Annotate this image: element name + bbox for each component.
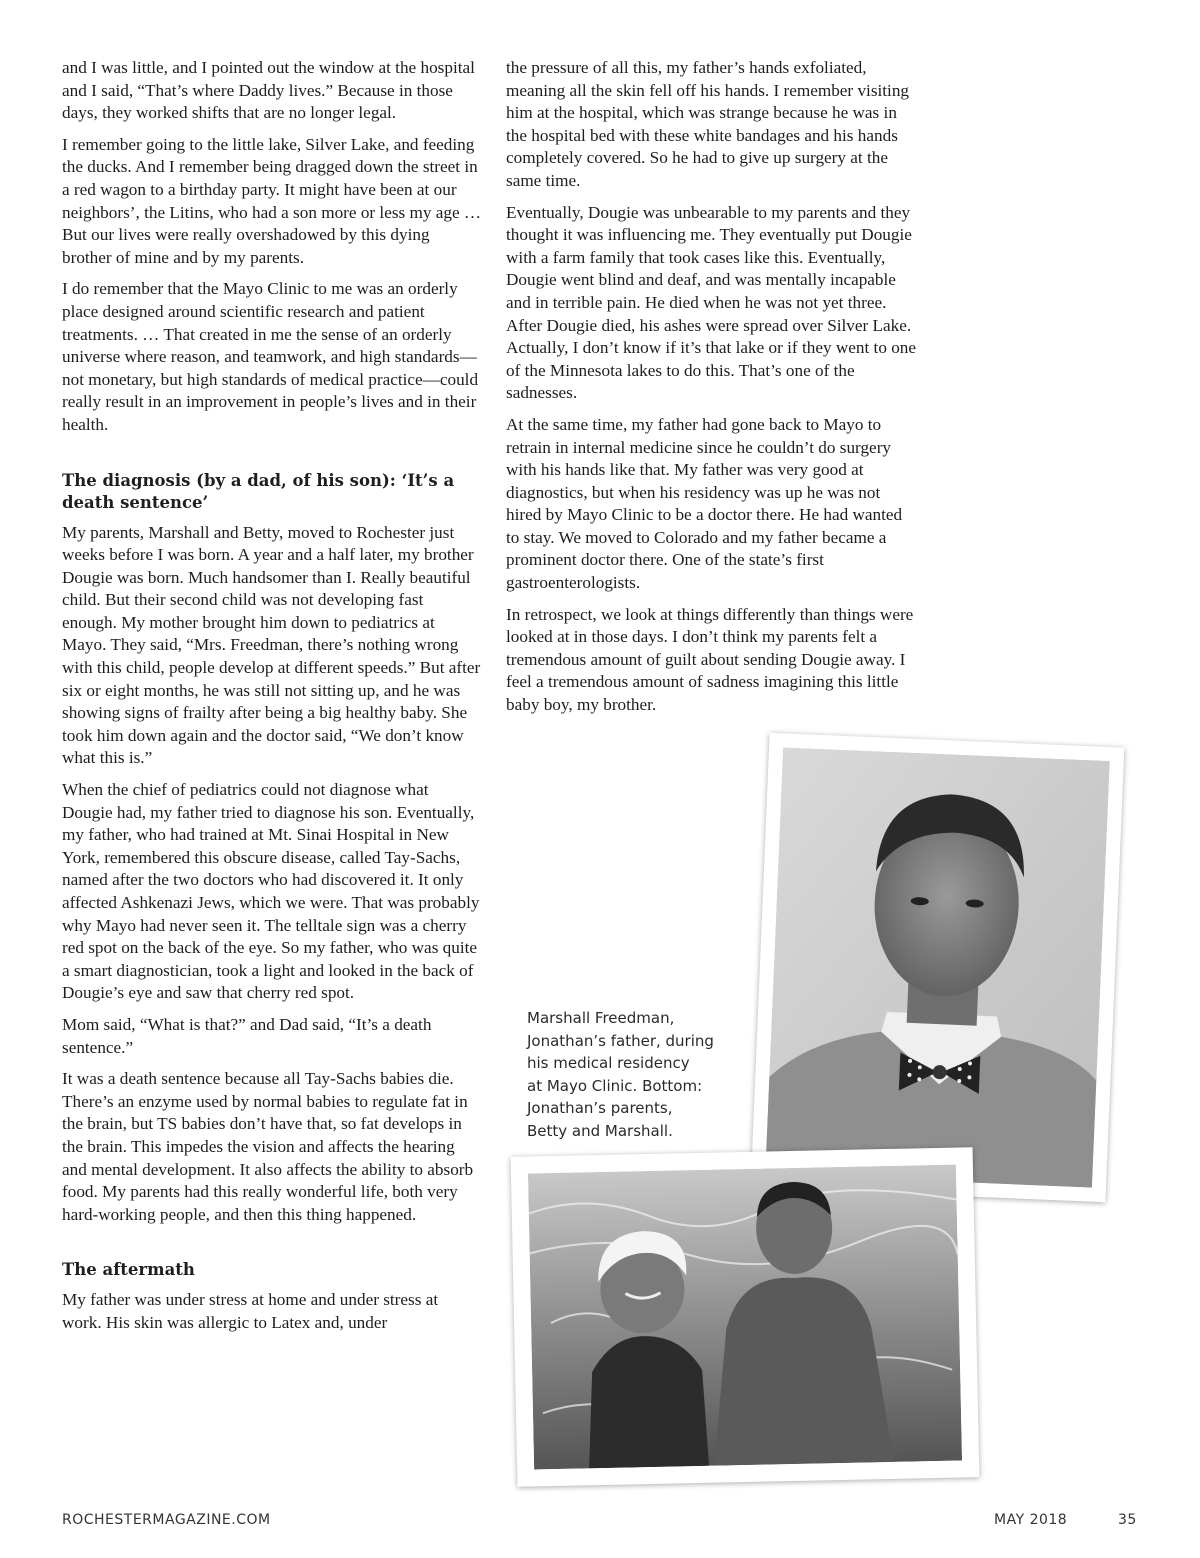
body-paragraph: Mom said, “What is that?” and Dad said, “It’s a death sentence.”: [62, 1014, 432, 1057]
caption-line: Jonathan’s parents,: [527, 1099, 673, 1117]
footer-date: MAY 2018: [994, 1512, 1068, 1528]
page-number: 35: [1118, 1512, 1137, 1528]
caption-line: his medical residency: [527, 1054, 690, 1072]
section-heading-aftermath: The aftermath: [62, 1260, 195, 1280]
caption-line: Marshall Freedman,: [527, 1009, 675, 1027]
couple-photo-image: [528, 1165, 962, 1470]
portrait-photo-image: [765, 747, 1110, 1187]
body-paragraph: I remember going to the little lake, Silver Lake, and feeding the ducks. And I remember being dragged down the street in a red wagon to a birthday party. It might have been at our neighbors’, the Litins, who had a son more or less my age … But our lives were really overshadowed by this dying brother of mine and by my parents.: [62, 134, 482, 267]
body-paragraph: In retrospect, we look at things differently than things were looked at in those days. I don’t think my parents felt a tremendous amount of guilt about sending Dougie away. I feel a tremendous amount of sadness imagining this little baby boy, my brother.: [506, 604, 914, 715]
body-paragraph: When the chief of pediatrics could not diagnose what Dougie had, my father tried to diagnose his son. Eventually, my father, who had trained at Mt. Sinai Hospital in New York, remembered this obscure disease, called Tay-Sachs, named after the two doctors who had discovered it. It only affected Ashkenazi Jews, which we were. That was probably why Mayo had never seen it. The telltale sign was a cherry red spot on the back of the eye. So my father, who was quite a smart diagnostician, took a light and looked in the back of Dougie’s eye and saw that cherry red spot.: [62, 780, 480, 1003]
body-paragraph: My father was under stress at home and under stress at work. His skin was allergic to Latex and, under: [62, 1290, 439, 1332]
caption-line: at Mayo Clinic. Bottom:: [527, 1076, 703, 1095]
body-paragraph: My parents, Marshall and Betty, moved to Rochester just weeks before I was born. A year and a half later, my brother Dougie was born. Much handsomer than I. Really beautiful child. But their second child was not developing fast enough. My mother brought him down to pediatrics at Mayo. They said, “Mrs. Freedman, there’s nothing wrong with this child, people develop at different speeds.” But after six or eight months, he was still not sitting up, and he was showing signs of frailty after being a big healthy baby. She took him down again and the doctor said, “We don’t know what this is.”: [62, 522, 481, 768]
body-paragraph: I do remember that the Mayo Clinic to me was an orderly place designed around scientific research and patient treatments. … That created in me the sense of an orderly universe where reason, and teamwork, and high standards—not monetary, but high standards of medical practice—could really result in an improvement in people’s lives and in their health.: [62, 279, 479, 434]
body-paragraph: Eventually, Dougie was unbearable to my parents and they thought it was influencing me. They eventually put Dougie with a farm family that took cases like this. Eventually, Dougie went blind and deaf, and was mentally incapable and in terrible pain. He died when he was not yet three. After Dougie died, his ashes were spread over Silver Lake. Actually, I don’t know if it’s that lake or if they went to one of the Minnesota lakes to do this. That’s one of the sadnesses.: [506, 202, 917, 403]
section-heading-diagnosis: The diagnosis (by a dad, of his son): ‘It’s a death sentence’: [62, 470, 455, 512]
caption-line: Betty and Marshall.: [527, 1121, 673, 1140]
footer-website: ROCHESTERMAGAZINE.COM: [62, 1512, 271, 1528]
body-paragraph: It was a death sentence because all Tay-Sachs babies die. There’s an enzyme used by normal babies to regulate fat in the brain, but TS babies don’t have that, so fat develops in the brain. This impedes the vision and affects the hearing and mental development. It also affects the ability to absorb food. My parents had this really wonderful life, both very hard-working people, and then this thing happened.: [62, 1069, 474, 1224]
body-paragraph: the pressure of all this, my father’s hands exfoliated, meaning all the skin fell off his hands. I remember visiting him at the hospital, which was strange because he was in the hospital bed with these white bandages and his hands completely covered. So he had to give up surgery at the same time.: [506, 58, 910, 190]
couple-photo: [511, 1147, 980, 1487]
body-paragraph: At the same time, my father had gone back to Mayo to retrain in internal medicine since he couldn’t do surgery with his hands like that. My father was very good at diagnostics, but when his residency was up he was not hired by Mayo Clinic to be a doctor there. He had wanted to stay. We moved to Colorado and my father became a prominent doctor there. One of the state’s first gastroenterologists.: [506, 414, 903, 593]
caption-line: Jonathan’s father, during: [527, 1031, 714, 1050]
body-paragraph: and I was little, and I pointed out the window at the hospital and I said, “That’s where Daddy lives.” Because in those days, they worked shifts that are no longer legal.: [62, 58, 475, 123]
photo-caption: [527, 1007, 752, 1142]
right-column: [506, 57, 918, 726]
portrait-photo: [751, 733, 1125, 1202]
left-column: [62, 57, 482, 1344]
